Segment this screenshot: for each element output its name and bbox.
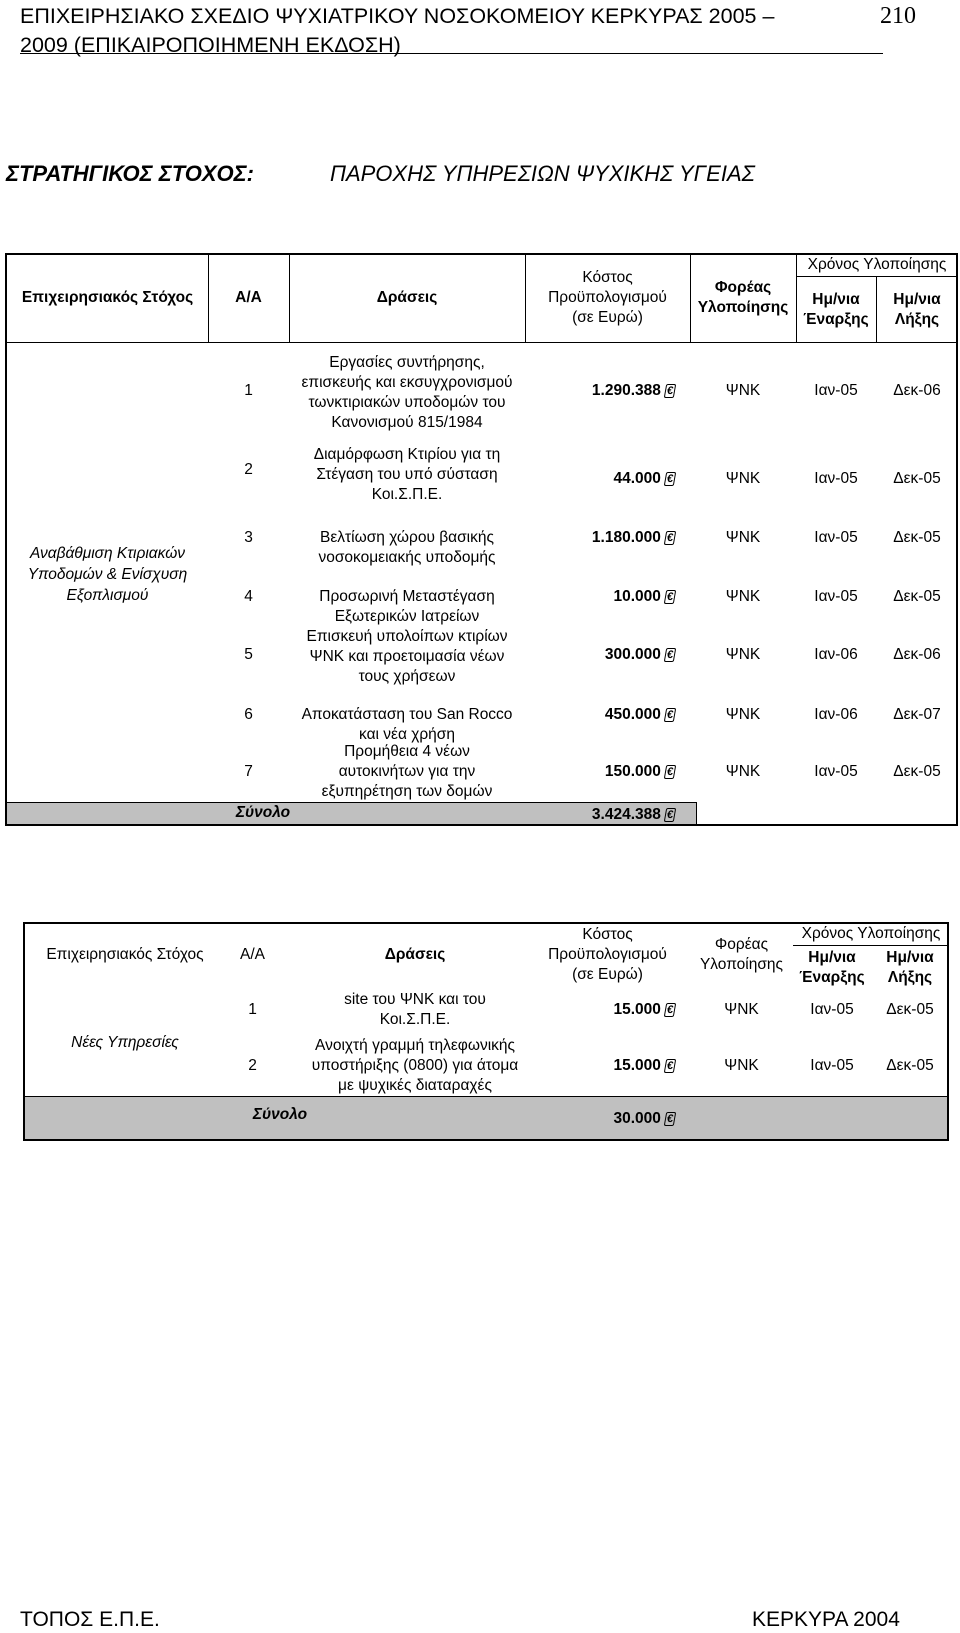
row-end: Δεκ-07 [893, 706, 941, 723]
row-number: 1 [248, 1001, 257, 1018]
row-agent: ΨΝΚ [725, 646, 761, 663]
row-agent: ΨΝΚ [725, 588, 761, 605]
footer-right: ΚΕΡΚΥΡΑ 2004 [752, 1608, 900, 1631]
row-action: Αποκατάσταση του San Rocco και νέα χρήση [301, 706, 513, 743]
table-1-total-label: Σύνολο [235, 804, 291, 821]
col-header-start: Ημ/νια Έναρξης [803, 291, 869, 328]
row-number: 6 [244, 706, 253, 723]
col-header-agent: Φορέας Υλοποίησης [697, 279, 789, 316]
col-header-time: Χρόνος Υλοποίησης [807, 256, 947, 273]
row-cost: 450.000 € [525, 705, 675, 725]
euro-icon: € [664, 808, 677, 822]
footer-left: ΤΟΠΟΣ Ε.Π.Ε. [20, 1608, 160, 1631]
row-agent: ΨΝΚ [724, 1001, 759, 1018]
col-header-cost: Κόστος Προϋπολογισμού (σε Ευρώ) [548, 926, 667, 983]
row-action: Προμήθεια 4 νέων αυτοκινήτων για την εξυπηρέτηση των δομών [321, 743, 493, 800]
table-2-total-rule [23, 1096, 949, 1097]
row-start: Ιαν-05 [814, 588, 858, 605]
header-rule [20, 53, 883, 54]
col-header-end: Ημ/νια Λήξης [886, 949, 934, 986]
row-cost: 10.000 € [525, 587, 675, 607]
euro-icon: € [664, 765, 677, 779]
col-header-actions: Δράσεις [384, 946, 446, 963]
euro-icon: € [664, 384, 677, 398]
row-start: Ιαν-05 [810, 1001, 854, 1018]
row-action: site του ΨΝΚ και του Κοι.Σ.Π.Ε. [344, 991, 486, 1028]
page-number: 210 [880, 3, 916, 29]
row-end: Δεκ-06 [893, 382, 941, 399]
row-start: Ιαν-05 [810, 1057, 854, 1074]
euro-icon: € [664, 1112, 677, 1126]
row-cost: 15.000 € [525, 1056, 675, 1076]
row-agent: ΨΝΚ [725, 763, 761, 780]
row-action: Ανοιχτή γραμμή τηλεφωνικής υποστήριξης (0800) για άτομα με ψυχικές διαταραχές [311, 1037, 519, 1094]
row-number: 5 [244, 646, 253, 663]
row-end: Δεκ-06 [893, 646, 941, 663]
total-divider [696, 802, 697, 824]
col-header-goal: Επιχειρησιακός Στόχος [46, 946, 204, 963]
col-header-aa: Α/Α [240, 946, 265, 963]
euro-icon: € [664, 1003, 677, 1017]
row-end: Δεκ-05 [886, 1001, 934, 1018]
row-number: 2 [244, 461, 253, 478]
row-start: Ιαν-06 [814, 646, 858, 663]
row-action: Διαμόρφωση Κτιρίου για τη Στέγαση του υπό σύσταση Κοι.Σ.Π.Ε. [313, 446, 501, 503]
row-number: 7 [244, 763, 253, 780]
document-title [20, 2, 850, 60]
col-header-actions: Δράσεις [376, 289, 438, 306]
row-cost: 15.000 € [525, 1000, 675, 1020]
col-header-end: Ημ/νια Λήξης [893, 291, 941, 328]
row-number: 1 [244, 382, 253, 399]
row-agent: ΨΝΚ [725, 382, 761, 399]
row-number: 2 [248, 1057, 257, 1074]
strategic-goal-label: ΣΤΡΑΤΗΓΙΚΟΣ ΣΤΟΧΟΣ: [6, 161, 254, 186]
total-top-rule [5, 802, 696, 803]
row-number: 4 [244, 588, 253, 605]
col-header-aa: Α/Α [235, 289, 262, 306]
row-action: Εργασίες συντήρησης, επισκευής και εκσυγχρονισμού τωνκτιριακών υποδομών του Κανονισμού 815/1984 [301, 354, 513, 431]
col-header-goal: Επιχειρησιακός Στόχος [21, 289, 194, 306]
row-action: Βελτίωση χώρου βασικής νοσοκομειακής υποδομής [318, 529, 496, 566]
row-number: 3 [244, 529, 253, 546]
table-2-total-band [25, 1096, 947, 1139]
table-2-time-divider [793, 945, 949, 946]
title-line-2: 2009 (ΕΠΙΚΑΙΡΟΠΟΙΗΜΕΝΗ ΕΚΔΟΣΗ) [20, 33, 401, 57]
row-end: Δεκ-05 [893, 763, 941, 780]
row-start: Ιαν-06 [814, 706, 858, 723]
row-agent: ΨΝΚ [725, 706, 761, 723]
row-start: Ιαν-05 [814, 763, 858, 780]
col-header-agent: Φορέας Υλοποίησης [699, 936, 784, 973]
row-cost: 1.290.388 € [525, 381, 675, 401]
row-end: Δεκ-05 [893, 470, 941, 487]
row-end: Δεκ-05 [886, 1057, 934, 1074]
euro-icon: € [664, 1059, 677, 1073]
euro-icon: € [664, 708, 677, 722]
row-end: Δεκ-05 [893, 588, 941, 605]
row-agent: ΨΝΚ [724, 1057, 759, 1074]
table-1-total: 3.424.388 € [525, 805, 675, 825]
table-2-total-label: Σύνολο [252, 1106, 308, 1123]
euro-icon: € [664, 648, 677, 662]
row-agent: ΨΝΚ [725, 470, 761, 487]
row-cost: 150.000 € [525, 762, 675, 782]
col-header-time: Χρόνος Υλοποίησης [801, 925, 941, 942]
table-2-goal: Νέες Υπηρεσίες [71, 1034, 179, 1051]
euro-icon: € [664, 472, 677, 486]
table-2-total: 30.000 € [525, 1109, 675, 1129]
title-line-1: ΕΠΙΧΕΙΡΗΣΙΑΚΟ ΣΧΕΔΙΟ ΨΥΧΙΑΤΡΙΚΟΥ ΝΟΣΟΚΟΜΕΙΟΥ ΚΕΡΚΥΡΑΣ 2005 – [20, 4, 775, 28]
table-1-time-divider [796, 276, 958, 277]
row-cost: 1.180.000 € [525, 528, 675, 548]
table-1-goal: Αναβάθμιση Κτιριακών Υποδομών & Ενίσχυση Εξοπλισμού [27, 545, 188, 604]
col-header-start: Ημ/νια Έναρξης [799, 949, 865, 986]
row-end: Δεκ-05 [893, 529, 941, 546]
row-start: Ιαν-05 [814, 470, 858, 487]
row-action: Επισκευή υπολοίπων κτιρίων ΨΝΚ και προετοιμασία νέων τους χρήσεων [306, 628, 508, 685]
row-agent: ΨΝΚ [725, 529, 761, 546]
euro-icon: € [664, 531, 677, 545]
row-action: Προσωρινή Μεταστέγαση Εξωτερικών Ιατρείων [319, 588, 495, 625]
row-start: Ιαν-05 [814, 382, 858, 399]
table-1-header-divider [5, 342, 958, 343]
row-start: Ιαν-05 [814, 529, 858, 546]
col-header-cost: Κόστος Προϋπολογισμού (σε Ευρώ) [548, 269, 667, 326]
euro-icon: € [664, 590, 677, 604]
strategic-goal-value: ΠΑΡΟΧΗΣ ΥΠΗΡΕΣΙΩΝ ΨΥΧΙΚΗΣ ΥΓΕΙΑΣ [330, 161, 755, 186]
row-cost: 44.000 € [525, 469, 675, 489]
row-cost: 300.000 € [525, 645, 675, 665]
